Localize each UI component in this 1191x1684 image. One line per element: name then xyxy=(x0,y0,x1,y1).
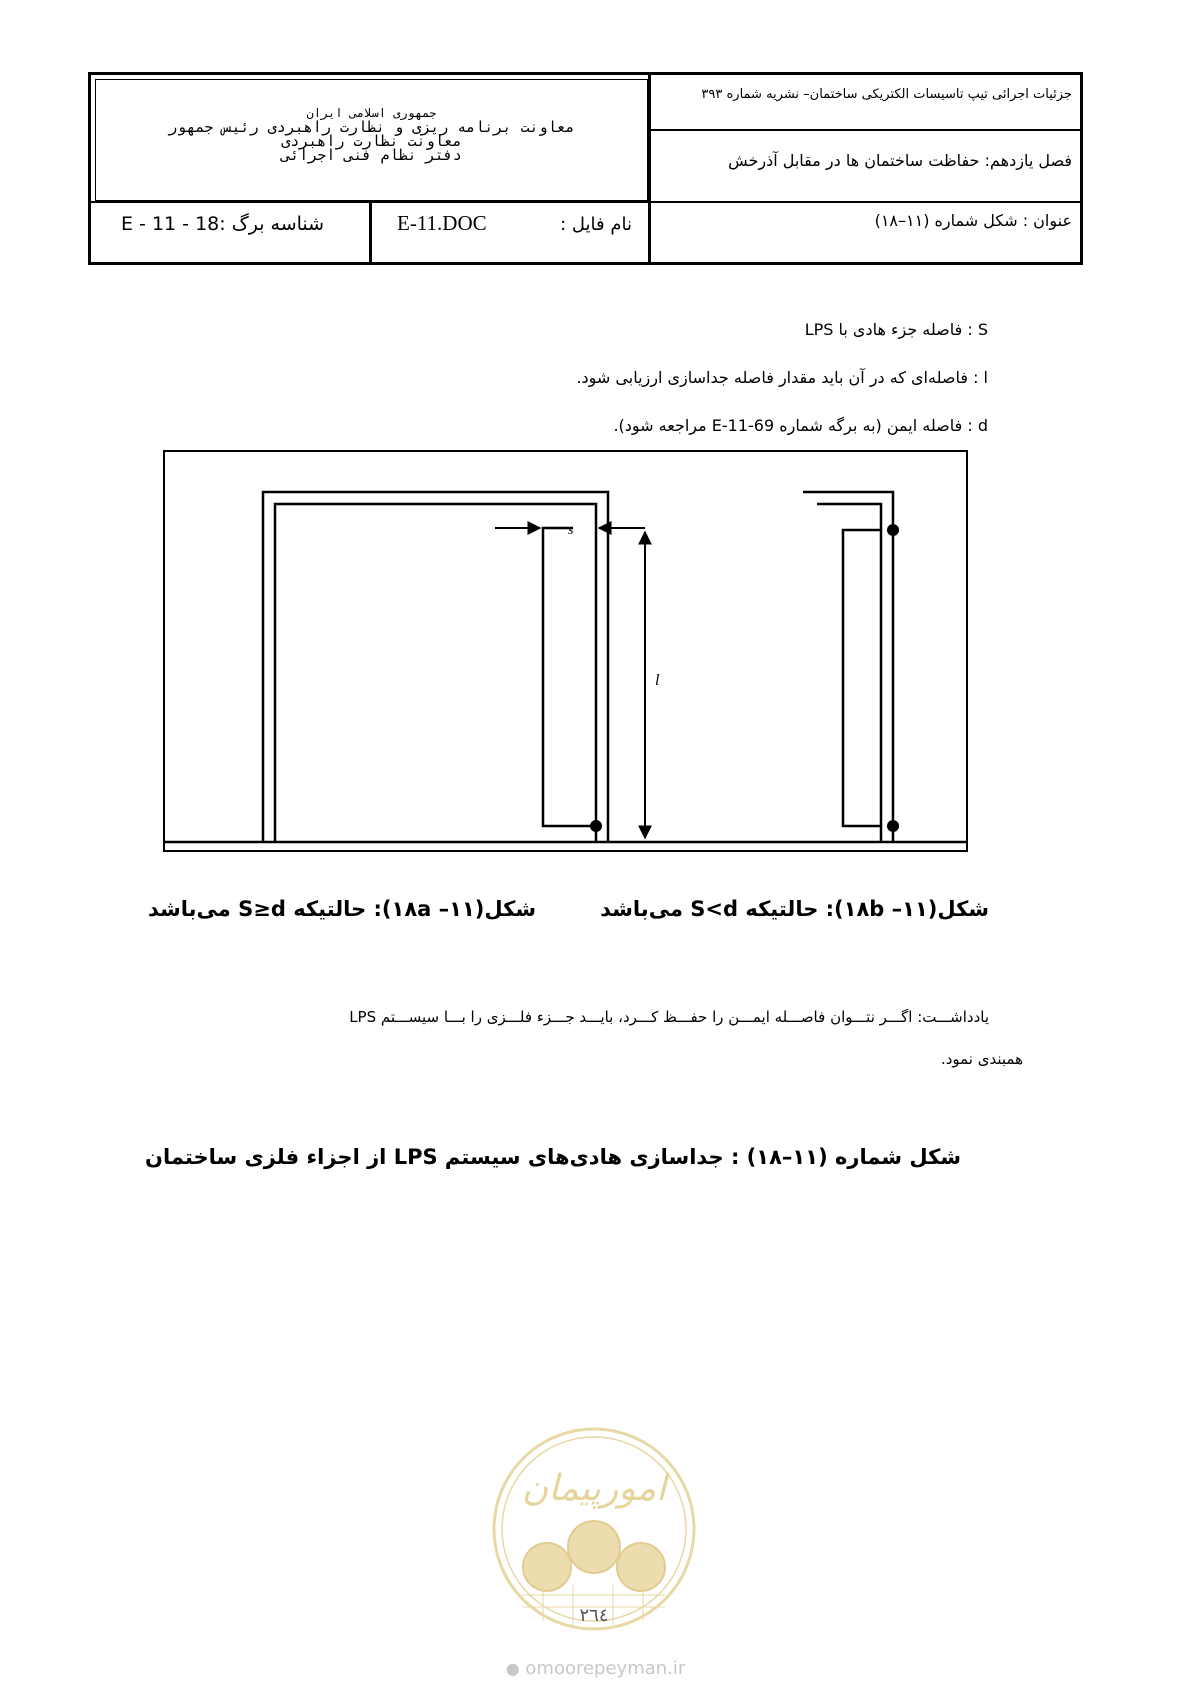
separation-diagram xyxy=(165,452,966,850)
stamp-graphic xyxy=(483,1425,705,1635)
label-s: s xyxy=(568,523,574,538)
org-line-4: دفتر نظام فنی اجرائی xyxy=(281,146,462,164)
publisher-stamp xyxy=(483,1425,705,1635)
header-divider-vertical xyxy=(648,75,651,262)
org-line-1: جمهوری اسلامی ایران xyxy=(306,106,437,120)
right-metal-part xyxy=(843,530,881,826)
bond-point-b-bottom xyxy=(887,820,899,832)
bond-point-b-top xyxy=(887,524,899,536)
website-text: omoorepeyman.ir xyxy=(525,1658,686,1679)
caption-18a: شکل(۱۱– ۱۸a): حالتیکه S≥d می‌باشد xyxy=(148,897,536,921)
definition-l: l : فاصله‌ای که در آن باید مقدار فاصله جداسازی ارزیابی شود. xyxy=(576,368,988,387)
org-line-3: معاونت نظارت راهبردی xyxy=(281,132,462,150)
globe-icon: ● xyxy=(505,1659,520,1678)
definition-d: d : فاصله ایمن (به برگه شماره E-11-69 مراجعه شود). xyxy=(613,416,988,435)
stamp-brand-text: امورپیمان xyxy=(521,1468,667,1509)
metal-part xyxy=(543,528,596,826)
caption-18b: شکل(۱۱– ۱۸b): حالتیکه S<d می‌باشد xyxy=(600,897,989,921)
file-label: نام فایل : xyxy=(560,214,632,235)
header-divider-horizontal xyxy=(91,201,1080,203)
publication-title: جزئیات اجرائی تیپ تاسیسات الکتریکی ساختمان– نشریه شماره ۳۹۳ xyxy=(701,87,1072,102)
bond-point-a xyxy=(590,820,602,832)
lps-conductor-outer xyxy=(263,492,608,842)
separation-figure xyxy=(163,450,968,852)
org-line-2: معاونت برنامه ریزی و نظارت راهبردی رئیس جمهور xyxy=(168,118,575,136)
header-divider-file xyxy=(369,201,372,262)
file-value: E-11.DOC xyxy=(397,211,487,235)
website-watermark xyxy=(0,1658,1191,1679)
sheet-title: عنوان : شکل شماره (۱۱–۱۸) xyxy=(874,211,1072,230)
right-lps-conductor xyxy=(803,492,893,842)
header-divider-right xyxy=(651,129,1080,131)
right-frame-inner xyxy=(817,504,881,842)
chapter-title: فصل یازدهم: حفاظت ساختمان ها در مقابل آذرخش xyxy=(728,151,1072,170)
label-l: l xyxy=(655,672,660,689)
definition-s: S : فاصله جزء هادی با LPS xyxy=(804,320,988,339)
organization-box xyxy=(95,79,648,201)
page-number: ۲٦٤ xyxy=(579,1605,609,1626)
header-table xyxy=(88,72,1083,265)
building-frame-inner xyxy=(275,504,596,842)
figure-main-title: شکل شماره (۱۱–۱۸) : جداسازی هادی‌های سیستم LPS از اجزاء فلزی ساختمان xyxy=(145,1145,961,1169)
note-line-2: همبندی نمود. xyxy=(940,1050,1023,1068)
note-line-1: یادداشـــت: اگـــر نتـــوان فاصـــله ایمـــن را حفـــظ کـــرد، بایـــد جـــزء فلـــزی را بـــا سیســـتم LPS xyxy=(349,1008,989,1026)
sheet-id: شناسه برگ :18 - 11 - E xyxy=(121,213,325,235)
